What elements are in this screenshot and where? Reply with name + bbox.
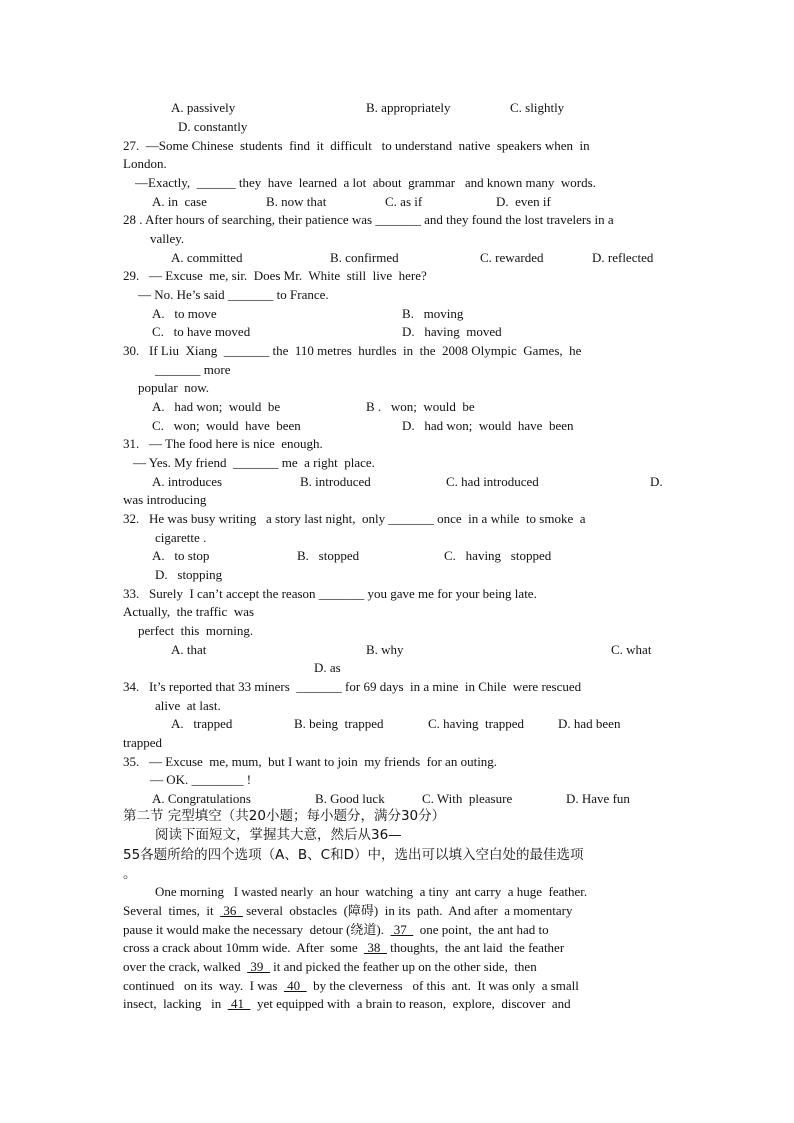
passage-text: over the crack, walked — [123, 959, 248, 974]
q29-option-c: C. to have moved — [152, 324, 251, 339]
q27-option-a: A. in case — [152, 194, 207, 209]
q31-option-c: C. had introduced — [446, 474, 539, 489]
q26-option-b: B. appropriately — [366, 100, 451, 115]
q29-option-b: B. moving — [402, 306, 464, 321]
q31-option-a: A. introduces — [152, 474, 223, 489]
blank-37: 37 — [390, 922, 414, 937]
q31-option-d-cont: was introducing — [123, 492, 207, 507]
passage-text: continued on its way. I was — [123, 978, 284, 993]
q31-option-d: D. — [650, 474, 663, 489]
passage-text: several obstacles (障碍) in its path. And after a momentary — [242, 903, 573, 918]
q35-option-b: B. Good luck — [315, 791, 385, 806]
passage-text: pause it would make the necessary detour (绕道). — [123, 922, 391, 937]
passage-line-2 — [123, 903, 572, 919]
blank-41: 41 — [227, 996, 251, 1011]
q30-option-d: D. had won; would have been — [402, 418, 574, 433]
q28-option-c: C. rewarded — [480, 250, 544, 265]
blank-38: 38 — [364, 940, 387, 955]
q30-stem-cont: _______ more — [155, 362, 231, 377]
q34-option-d: D. had been — [558, 716, 621, 731]
q30-option-b: B . won; would be — [366, 399, 475, 414]
section-instructions-cont: 55各题所给的四个选项（A、B、C和D）中，选出可以填入空白处的最佳选项 — [123, 847, 584, 863]
q27-option-b: B. now that — [266, 194, 327, 209]
passage-text: yet equipped with a brain to reason, explore, discover and — [250, 996, 571, 1011]
q32-option-b: B. stopped — [297, 548, 360, 563]
q27-stem: 27. —Some Chinese students find it difficult to understand native speakers when in — [123, 138, 590, 153]
passage-line-5 — [123, 959, 537, 975]
passage-line-6 — [123, 978, 579, 994]
passage-text: it and picked the feather up on the other side, then — [269, 959, 537, 974]
q27-reply: —Exactly, ______ they have learned a lot about grammar and known many words. — [135, 175, 596, 190]
passage-text: by the cleverness of this ant. It was only a small — [306, 978, 579, 993]
q30-stem-cont-2: popular now. — [138, 380, 210, 395]
q34-option-c: C. having trapped — [428, 716, 525, 731]
q35-option-a: A. Congratulations — [152, 791, 251, 806]
q30-option-a: A. had won; would be — [152, 399, 281, 414]
q31-option-b: B. introduced — [300, 474, 371, 489]
passage-text: cross a crack about 10mm wide. After some — [123, 940, 365, 955]
q27-option-d: D. even if — [496, 194, 551, 209]
passage-line-1: One morning I wasted nearly an hour watching a tiny ant carry a huge feather. — [155, 884, 588, 899]
passage-text: thoughts, the ant laid the feather — [386, 940, 565, 955]
q35-stem: 35. — Excuse me, mum, but I want to join my friends for an outing. — [123, 754, 498, 769]
q35-option-d: D. Have fun — [566, 791, 630, 806]
q28-stem-cont: valley. — [150, 231, 185, 246]
q33-option-c: C. what — [611, 642, 652, 657]
section-instructions: 阅读下面短文，掌握其大意，然后从36— — [155, 827, 402, 843]
q28-option-d: D. reflected — [592, 250, 654, 265]
passage-text: one point, the ant had to — [413, 922, 549, 937]
q33-option-b: B. why — [366, 642, 404, 657]
section-instructions-end: 。 — [123, 866, 137, 882]
q33-option-d: D. as — [314, 660, 341, 675]
q31-stem: 31. — The food here is nice enough. — [123, 436, 323, 451]
q34-stem-cont: alive at last. — [155, 698, 221, 713]
q32-stem: 32. He was busy writing a story last night, only _______ once in a while to smoke a — [123, 511, 586, 526]
q28-option-b: B. confirmed — [330, 250, 399, 265]
q28-stem: 28 . After hours of searching, their patience was _______ and they found the lost travelers in a — [123, 212, 614, 227]
q34-stem: 34. It’s reported that 33 miners _______ for 69 days in a mine in Chile were rescued — [123, 679, 582, 694]
q26-option-d: D. constantly — [178, 119, 248, 134]
q32-option-c: C. having stopped — [444, 548, 552, 563]
q29-option-d: D. having moved — [402, 324, 502, 339]
q27-stem-cont: London. — [123, 156, 167, 171]
section-heading: 第二节 完型填空（共20小题；每小题分，满分30分） — [123, 808, 446, 824]
q32-option-a: A. to stop — [152, 548, 210, 563]
passage-line-4 — [123, 940, 564, 956]
q29-reply: — No. He’s said _______ to France. — [138, 287, 329, 302]
q26-option-a: A. passively — [171, 100, 236, 115]
q28-option-a: A. committed — [171, 250, 243, 265]
passage-line-7 — [123, 996, 571, 1012]
q33-stem-cont-2: perfect this morning. — [138, 623, 254, 638]
q27-option-c: C. as if — [385, 194, 423, 209]
q33-option-a: A. that — [171, 642, 207, 657]
q26-option-c: C. slightly — [510, 100, 565, 115]
q33-stem: 33. Surely I can’t accept the reason _______ you gave me for your being late. — [123, 586, 537, 601]
q34-option-b: B. being trapped — [294, 716, 384, 731]
blank-39: 39 — [247, 959, 270, 974]
q31-reply: — Yes. My friend _______ me a right place. — [133, 455, 375, 470]
q33-stem-cont: Actually, the traffic was — [123, 604, 255, 619]
passage-line-3 — [123, 922, 549, 938]
blank-40: 40 — [283, 978, 307, 993]
q35-reply: — OK. ________ ! — [150, 772, 252, 787]
q34-option-d-cont: trapped — [123, 735, 162, 750]
q30-option-c: C. won; would have been — [152, 418, 301, 433]
q35-option-c: C. With pleasure — [422, 791, 513, 806]
passage-text: insect, lacking in — [123, 996, 228, 1011]
q29-stem: 29. — Excuse me, sir. Does Mr. White still live here? — [123, 268, 427, 283]
q29-option-a: A. to move — [152, 306, 217, 321]
q34-option-a: A. trapped — [171, 716, 233, 731]
blank-36: 36 — [220, 903, 243, 918]
q32-stem-cont: cigarette . — [155, 530, 207, 545]
passage-text: Several times, it — [123, 903, 221, 918]
q32-option-d: D. stopping — [155, 567, 223, 582]
q30-stem: 30. If Liu Xiang _______ the 110 metres hurdles in the 2008 Olympic Games, he — [123, 343, 582, 358]
